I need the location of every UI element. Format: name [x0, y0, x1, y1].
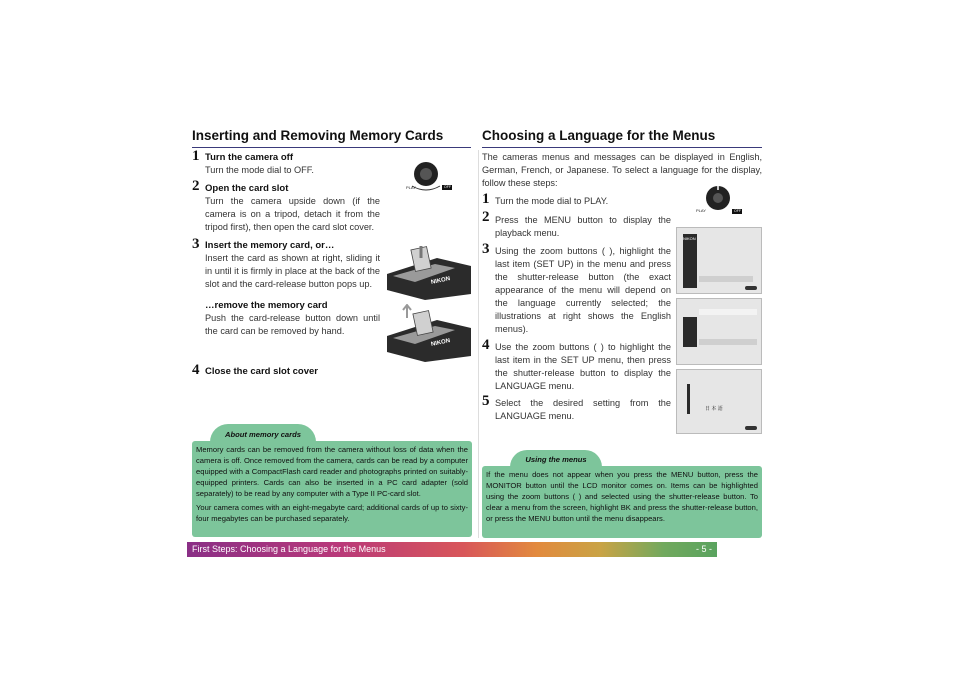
right-intro-text: The cameras menus and messages can be displayed in English, German, French, or Japanese. To select a language for the display, follow these steps: — [482, 152, 762, 188]
left-step-3-text: Insert the card as shown at right, sliding it in until it is firmly in place at the back of the slot and the card-release button pops up. — [205, 253, 380, 289]
screen3-bar — [687, 384, 690, 414]
left-step-2-text: Turn the camera upside down (if the camera is on a tripod, detach it from the tripod first), then open the card slot cover. — [205, 196, 380, 232]
dial-off-label: OFF — [444, 185, 451, 189]
left-step-2-number: 2 — [192, 178, 200, 194]
right-step-4-number: 4 — [482, 337, 490, 353]
right-section-title: Choosing a Language for the Menus — [482, 128, 716, 143]
screen3-indicator — [745, 426, 757, 430]
screen1-highlight-bar — [699, 276, 753, 282]
right-step-5-number: 5 — [482, 393, 490, 409]
note-paragraph-1: Memory cards can be removed from the camera without loss of data when the camera is off. Once removed from the camera, cards can be read by a computer equipped with a CompactFlash card reader and photographs printed on suitably-equipped printers. Cards can also be inserted in a PC card adapter (sold separately) to be read by any computer with a Type II PC-card slot. — [196, 445, 468, 498]
card-remove-brand: NIKON — [430, 338, 451, 348]
about-memory-cards-tab: About memory cards — [210, 424, 316, 442]
left-step-4-heading: Close the card slot cover — [205, 366, 318, 377]
footer-section-label: First Steps: Choosing a Language for the Menus — [192, 544, 386, 554]
left-title-rule — [192, 147, 471, 148]
screen2-highlight-bar — [699, 339, 757, 345]
lcd-screen-setup-menu — [676, 298, 762, 365]
using-the-menus-tab: Using the menus — [510, 450, 602, 467]
right-step-3-text: Using the zoom buttons ( ), highlight the last item (SET UP) in the menu and press the shutter-release button (the exact appearance of the menu will depend on the language currently selected; the illustrations at right shows the English menus). — [495, 246, 671, 334]
screen1-icon-strip — [683, 234, 697, 288]
right-title-rule — [482, 147, 762, 148]
screen2-icon-strip — [683, 317, 697, 347]
right-step-1-number: 1 — [482, 191, 490, 207]
card-insert-illustration — [385, 244, 472, 300]
right-step-4-text: Use the zoom buttons ( ) to highlight the last item in the SET UP menu, then press the shutter-release button to display the LANGUAGE menu. — [495, 342, 671, 391]
card-remove-illustration — [385, 304, 472, 362]
right-step-2-text: Press the MENU button to display the playback menu. — [495, 215, 671, 238]
mode-dial-illustration — [402, 156, 458, 198]
dial-play-label: PLAY — [406, 185, 416, 190]
screen3-japanese-label: 日 本 語 — [705, 406, 723, 412]
left-remove-heading: …remove the memory card — [205, 300, 328, 311]
right-mode-dial-illustration — [696, 182, 746, 222]
left-step-2-heading: Open the card slot — [205, 183, 289, 194]
lcd-screen-language-menu — [676, 369, 762, 434]
card-insert-brand: NIKON — [430, 276, 451, 286]
left-step-1-text: Turn the mode dial to OFF. — [205, 165, 314, 175]
lcd-screen-playback-menu — [676, 227, 762, 294]
right-dial-off-label: OFF — [734, 209, 741, 213]
about-memory-cards-note — [192, 441, 472, 537]
left-step-4-number: 4 — [192, 362, 200, 378]
using-menus-paragraph: If the menu does not appear when you press the MENU button, press the MONITOR button until the LCD monitor comes on. Items can be highlighted using the zoom buttons ( ) and selected using the shutter-release button. To clear a menu from the screen, highlight BK and press the shutter-release button, or press the MENU button until the menu disappears. — [486, 470, 758, 523]
page-footer — [187, 542, 717, 557]
screen2-menu-row — [699, 309, 757, 315]
left-step-3-number: 3 — [192, 236, 200, 252]
left-remove-text: Push the card-release button down until the card can be removed by hand. — [205, 313, 380, 336]
screen1-indicator — [745, 286, 757, 290]
screen1-brand: NIKON — [683, 236, 696, 241]
right-step-5-text: Select the desired setting from the LANGUAGE menu. — [495, 398, 671, 421]
right-step-2-number: 2 — [482, 209, 490, 225]
left-step-3-heading: Insert the memory card, or… — [205, 240, 335, 251]
note-paragraph-2: Your camera comes with an eight-megabyte card; additional cards of up to sixty-four megabytes can be purchased separately. — [196, 503, 468, 523]
left-section-title: Inserting and Removing Memory Cards — [192, 128, 444, 143]
left-step-1-heading: Turn the camera off — [205, 152, 293, 163]
right-dial-play-label: PLAY — [696, 208, 706, 213]
left-step-1-number: 1 — [192, 148, 200, 164]
right-step-3-number: 3 — [482, 241, 490, 257]
column-divider — [478, 150, 479, 538]
footer-page-number: - 5 - — [695, 544, 712, 554]
right-step-1-text: Turn the mode dial to PLAY. — [495, 196, 609, 206]
using-the-menus-note — [482, 466, 762, 538]
